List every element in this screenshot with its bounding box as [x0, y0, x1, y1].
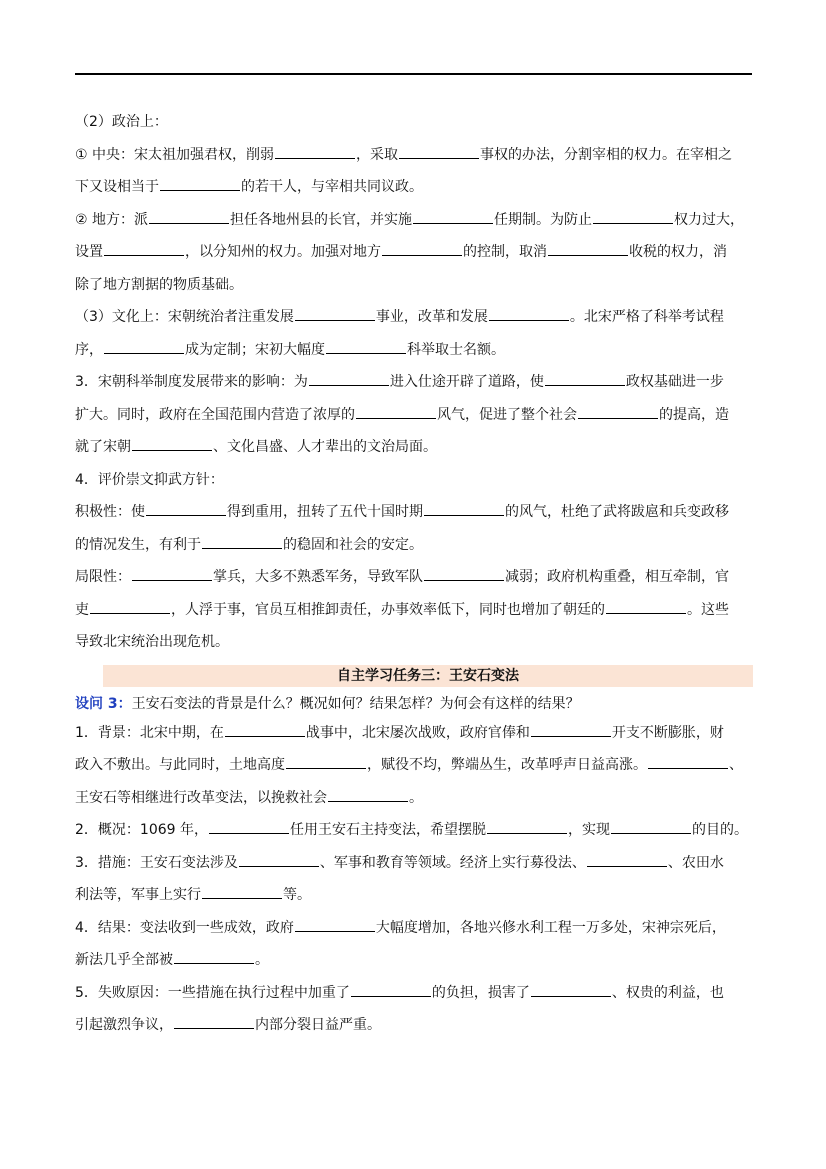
- fill-in-blank[interactable]: [132, 436, 212, 451]
- text-segment: 任用王安石主持变法，希望摆脱: [290, 822, 486, 838]
- fill-in-blank[interactable]: [326, 339, 406, 354]
- text-segment: 、农田水: [667, 854, 724, 871]
- section-wang-anshi-reform: [75, 719, 755, 1044]
- text-segment: 科举取士名额。: [407, 341, 505, 358]
- fill-in-blank[interactable]: [413, 209, 493, 224]
- text-segment: 的稳固和社会的安定。: [283, 536, 423, 553]
- text-segment: 开支不断膨胀，财: [611, 724, 724, 741]
- text-segment: 利法等，军事上实行: [75, 887, 201, 903]
- text-segment: 3．宋朝科举制度发展带来的影响：为: [75, 374, 308, 390]
- text-segment: 等。: [283, 887, 311, 903]
- text-line: [75, 141, 755, 174]
- fill-in-blank[interactable]: [424, 566, 504, 581]
- text-segment: 下又设相当于: [75, 179, 159, 195]
- text-segment: 3．措施：王安石变法涉及: [75, 854, 238, 871]
- text-segment: 的若干人，与宰相共同议政。: [241, 179, 423, 195]
- text-segment: 收税的权力，消: [629, 244, 727, 260]
- question-text: 王安石变法的背景是什么？概况如何？结果怎样？为何会有这样的结果？: [131, 695, 580, 712]
- fill-in-blank[interactable]: [202, 534, 282, 549]
- header-rule: [75, 73, 752, 75]
- text-line: [75, 173, 755, 206]
- text-line: [75, 238, 755, 271]
- text-segment: ，实现: [568, 822, 610, 838]
- text-line: [75, 531, 755, 564]
- text-segment: ，赋役不均，弊端丛生，改革呼声日益高涨。: [367, 757, 647, 773]
- fill-in-blank[interactable]: [174, 1014, 254, 1029]
- text-line: [75, 336, 755, 369]
- text-line: [75, 563, 755, 596]
- text-segment: 4．评价崇文抑武方针：: [75, 471, 224, 488]
- text-segment: 风气，促进了整个社会: [437, 406, 577, 423]
- text-segment: 扩大。同时，政府在全国范围内营造了浓厚的: [75, 406, 355, 423]
- text-segment: 、军事和教育等领域。经济上实行募役法、: [319, 854, 586, 871]
- text-segment: 得到重用，扭转了五代十国时期: [227, 504, 423, 520]
- text-segment: 事业，改革和发展: [375, 309, 488, 325]
- fill-in-blank[interactable]: [606, 599, 686, 614]
- text-segment: 除了地方割据的物质基础。: [75, 276, 243, 293]
- text-segment: 就了宋朝: [75, 439, 131, 455]
- text-segment: 引起激烈争议，: [75, 1017, 173, 1033]
- text-line: [75, 596, 755, 629]
- text-segment: 的情况发生，有利于: [75, 536, 201, 553]
- text-segment: 、文化昌盛、人才辈出的文治局面。: [213, 439, 437, 455]
- fill-in-blank[interactable]: [382, 241, 462, 256]
- fill-in-blank[interactable]: [104, 241, 184, 256]
- text-segment: 掌兵，大多不熟悉军务，导致军队: [213, 569, 423, 585]
- fill-in-blank[interactable]: [295, 917, 375, 932]
- text-segment: 成为定制；宋初大幅度: [185, 341, 325, 358]
- fill-in-blank[interactable]: [531, 722, 611, 737]
- fill-in-blank[interactable]: [399, 144, 479, 159]
- text-segment: 局限性：: [75, 569, 131, 585]
- text-line: [75, 719, 755, 752]
- section-song-policies: [75, 108, 755, 661]
- text-segment: 担任各地州县的长官，并实施: [230, 211, 413, 228]
- fill-in-blank[interactable]: [146, 501, 226, 516]
- text-segment: ② 地方：派: [75, 211, 149, 228]
- fill-in-blank[interactable]: [104, 339, 184, 354]
- text-line: [75, 433, 755, 466]
- fill-in-blank[interactable]: [309, 371, 389, 386]
- fill-in-blank[interactable]: [202, 884, 282, 899]
- text-segment: ① 中央：宋太祖加强君权，削弱: [75, 146, 275, 163]
- text-segment: 2．概况：1069 年，: [75, 822, 208, 838]
- document-body: [75, 108, 755, 1044]
- text-segment: ，以分知州的权力。加强对地方: [185, 244, 381, 260]
- text-segment: 大幅度增加，各地兴修水利工程一万多处，宋神宗死后，: [375, 919, 726, 936]
- text-segment: 的风气，杜绝了武将跋扈和兵变政移: [505, 504, 729, 520]
- fill-in-blank[interactable]: [328, 787, 408, 802]
- text-line: [75, 206, 755, 239]
- text-segment: 内部分裂日益严重。: [255, 1017, 381, 1033]
- text-segment: 、权贵的利益，也: [611, 984, 724, 1001]
- question-label: 设问 3：: [75, 695, 132, 712]
- text-segment: 事权的办法，分割宰相的权力。在宰相之: [480, 146, 733, 163]
- fill-in-blank[interactable]: [351, 982, 431, 997]
- fill-in-blank[interactable]: [295, 306, 375, 321]
- question-line: [75, 693, 755, 719]
- text-segment: （2）政治上：: [75, 114, 168, 130]
- fill-in-blank[interactable]: [648, 754, 728, 769]
- text-segment: 减弱；政府机构重叠，相互牵制，官: [505, 569, 729, 585]
- fill-in-blank[interactable]: [356, 404, 436, 419]
- text-segment: （3）文化上：宋朝统治者注重发展: [75, 309, 294, 325]
- text-segment: ，人浮于事，官员互相推卸责任，办事效率低下，同时也增加了朝廷的: [171, 601, 605, 618]
- fill-in-blank[interactable]: [286, 754, 366, 769]
- text-segment: 。这些: [687, 601, 729, 618]
- text-segment: 5．失败原因：一些措施在执行过程中加重了: [75, 984, 350, 1001]
- text-line: [75, 1011, 755, 1044]
- fill-in-blank[interactable]: [225, 722, 305, 737]
- fill-in-blank[interactable]: [174, 949, 254, 964]
- text-line: [75, 914, 755, 947]
- text-segment: 战事中，北宋屡次战败，政府官俸和: [305, 724, 530, 741]
- fill-in-blank[interactable]: [593, 209, 673, 224]
- fill-in-blank[interactable]: [545, 371, 625, 386]
- text-line: [75, 628, 755, 661]
- text-line: [75, 466, 755, 499]
- text-segment: 政入不敷出。与此同时，土地高度: [75, 757, 285, 773]
- text-segment: 王安石等相继进行改革变法，以挽救社会: [75, 789, 327, 806]
- text-line: [75, 946, 755, 979]
- fill-in-blank[interactable]: [587, 852, 667, 867]
- text-segment: 。: [409, 789, 423, 806]
- text-segment: 的负担，损害了: [431, 984, 530, 1001]
- text-line: [75, 849, 755, 882]
- fill-in-blank[interactable]: [275, 144, 355, 159]
- text-segment: 进入仕途开辟了道路，使: [389, 374, 544, 390]
- fill-in-blank[interactable]: [611, 819, 691, 834]
- text-line: [75, 784, 755, 817]
- text-segment: ，采取: [356, 146, 399, 163]
- text-line: [75, 881, 755, 914]
- text-segment: 积极性：使: [75, 504, 145, 520]
- text-line: [75, 108, 755, 141]
- text-segment: 任期制。为防止: [494, 211, 593, 228]
- text-line: [75, 816, 755, 849]
- text-segment: 吏: [75, 601, 89, 618]
- text-line: [75, 271, 755, 304]
- fill-in-blank[interactable]: [160, 176, 240, 191]
- text-line: [75, 401, 755, 434]
- text-segment: 。: [255, 952, 269, 968]
- fill-in-blank[interactable]: [548, 241, 628, 256]
- text-segment: 权力过大，: [674, 211, 745, 228]
- fill-in-blank[interactable]: [239, 852, 319, 867]
- text-line: [75, 979, 755, 1012]
- text-segment: 4．结果：变法收到一些成效，政府: [75, 919, 294, 936]
- text-segment: 政权基础进一步: [625, 374, 724, 390]
- text-segment: 、: [729, 757, 743, 773]
- fill-in-blank[interactable]: [90, 599, 170, 614]
- fill-in-blank[interactable]: [531, 982, 611, 997]
- text-segment: 1．背景：北宋中期，在: [75, 724, 224, 741]
- fill-in-blank[interactable]: [487, 819, 567, 834]
- text-segment: 序，: [75, 341, 103, 358]
- text-line: [75, 498, 755, 531]
- text-line: [75, 303, 755, 336]
- fill-in-blank[interactable]: [209, 819, 289, 834]
- fill-in-blank[interactable]: [424, 501, 504, 516]
- text-segment: 的提高，造: [659, 406, 729, 423]
- text-line: [75, 368, 755, 401]
- fill-in-blank[interactable]: [489, 306, 569, 321]
- fill-in-blank[interactable]: [132, 566, 212, 581]
- text-segment: 。北宋严格了科举考试程: [569, 309, 724, 325]
- text-segment: 的控制，取消: [463, 244, 547, 260]
- text-segment: 设置: [75, 244, 103, 260]
- fill-in-blank[interactable]: [578, 404, 658, 419]
- text-segment: 的目的。: [692, 822, 748, 838]
- text-segment: 新法几乎全部被: [75, 952, 173, 968]
- fill-in-blank[interactable]: [149, 209, 229, 224]
- text-line: [75, 751, 755, 784]
- text-segment: 导致北宋统治出现危机。: [75, 634, 229, 650]
- section-banner: 自主学习任务三：王安石变法: [103, 665, 753, 687]
